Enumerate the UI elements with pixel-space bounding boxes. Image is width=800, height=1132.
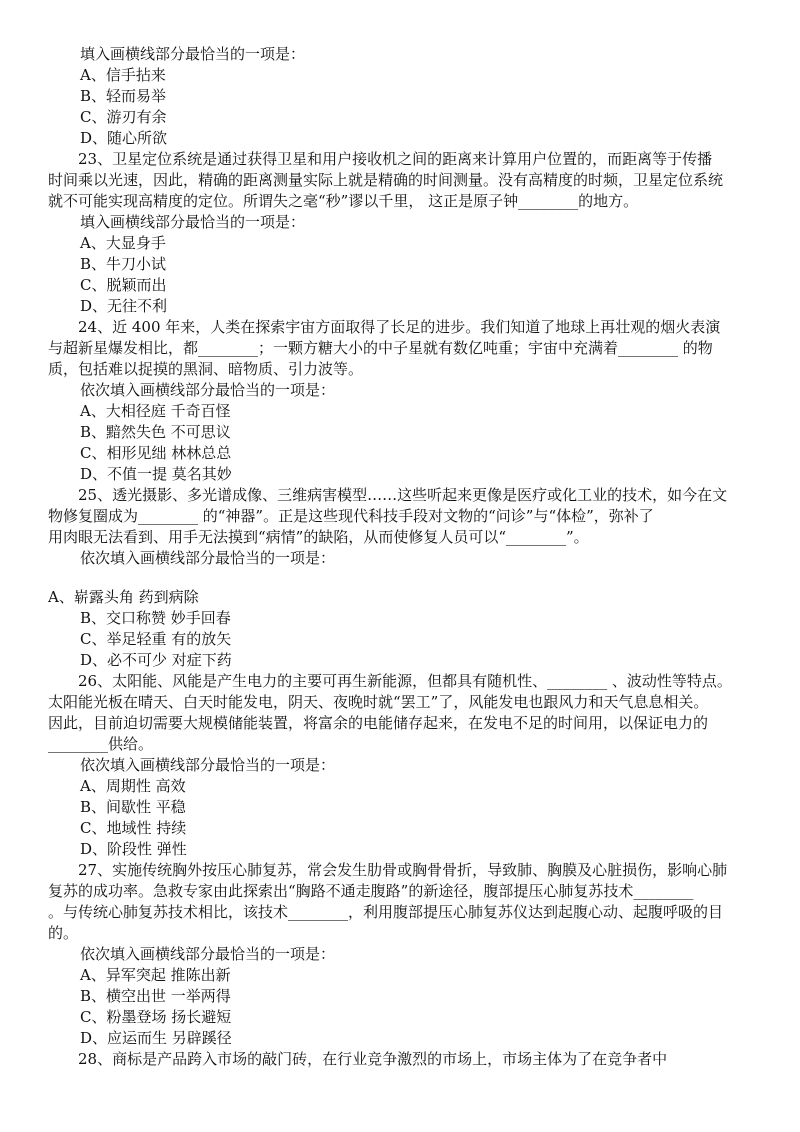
text-line: B、黯然失色 不可思议	[80, 423, 231, 441]
text-line: 因此，目前迫切需要大规模储能装置，将富余的电能储存起来，在发电不足的时间用，以保证电力的	[48, 714, 709, 732]
text-line: 与超新星爆发相比，都________；一颗方糖大小的中子星就有数亿吨重；宇宙中充满着________ 的物	[48, 339, 713, 357]
text-line: 24、近 400 年来，人类在探索宇宙方面取得了长足的进步。我们知道了地球上再壮观的烟火表演	[78, 318, 721, 336]
text-line: 填入画横线部分最恰当的一项是：	[80, 213, 306, 231]
text-line: 质，包括难以捉摸的黑洞、暗物质、引力波等。	[48, 360, 364, 378]
text-line: 。与传统心肺复苏技术相比，该技术________，利用腹部提压心肺复苏仪达到起腹心动、起腹呼吸的目	[48, 903, 724, 921]
text-line: A、崭露头角 药到病除	[48, 588, 199, 606]
text-line: 太阳能光板在晴天、白天时能发电，阴天、夜晚时就“罢工”了，风能发电也跟风力和天气息息相关。	[48, 693, 709, 711]
text-line: 依次填入画横线部分最恰当的一项是：	[80, 549, 336, 567]
text-line: B、交口称赞 妙手回春	[80, 609, 231, 627]
blank-line	[48, 569, 756, 587]
text-line: ________供给。	[48, 735, 154, 753]
text-line: C、举足轻重 有的放矢	[80, 630, 232, 648]
text-line: B、轻而易举	[80, 87, 167, 105]
text-line: A、大显身手	[80, 234, 166, 252]
text-line: 26、太阳能、风能是产生电力的主要可再生新能源，但都具有随机性、________ 、波动性等特点。	[78, 672, 732, 690]
text-line: 依次填入画横线部分最恰当的一项是：	[80, 756, 336, 774]
text-line: C、粉墨登场 扬长避短	[80, 1008, 232, 1026]
text-line: 时间乘以光速，因此，精确的距离测量实际上就是精确的时间测量。没有高精度的时频，卫星定位系统	[48, 171, 724, 189]
text-line: 28、商标是产品跨入市场的敲门砖，在行业竞争激烈的市场上，市场主体为了在竞争者中	[78, 1050, 668, 1068]
text-line: B、间歇性 平稳	[80, 798, 186, 816]
text-line: 复苏的成功率。急救专家由此探索出“胸路不通走腹路”的新途径，腹部提压心肺复苏技术________	[48, 882, 694, 900]
text-line: B、牛刀小试	[80, 255, 167, 273]
text-line: 23、卫星定位系统是通过获得卫星和用户接收机之间的距离来计算用户位置的，而距离等于传播	[78, 150, 713, 168]
text-line: D、随心所欲	[80, 129, 168, 147]
text-line: 的。	[48, 924, 79, 942]
text-line: 填入画横线部分最恰当的一项是：	[80, 45, 306, 63]
text-line: 依次填入画横线部分最恰当的一项是：	[80, 945, 336, 963]
text-line: C、相形见绌 林林总总	[80, 444, 232, 462]
text-line: 依次填入画横线部分最恰当的一项是：	[80, 381, 336, 399]
text-line: A、大相径庭 千奇百怪	[80, 402, 231, 420]
text-line: 就不可能实现高精度的定位。所谓失之毫“秒”谬以千里， 这正是原子钟________的地方。	[48, 192, 639, 210]
text-line: A、信手拈来	[80, 66, 166, 84]
text-line: C、地域性 持续	[80, 819, 187, 837]
text-line: D、应运而生 另辟蹊径	[80, 1029, 232, 1047]
text-line: 用肉眼无法看到、用手无法摸到“病情”的缺陷，从而使修复人员可以“________”。	[48, 528, 589, 546]
text-line: D、必不可少 对症下药	[80, 651, 232, 669]
text-line: 25、透光摄影、多光谱成像、三维病害模型……这些听起来更像是医疗或化工业的技术，如今在文	[78, 486, 728, 504]
text-line: C、脱颖而出	[80, 276, 167, 294]
text-line: D、阶段性 弹性	[80, 840, 187, 858]
text-line: A、周期性 高效	[80, 777, 186, 795]
text-line: 27、实施传统胸外按压心肺复苏，常会发生肋骨或胸骨骨折，导致肺、胸膜及心脏损伤，影响心肺	[78, 861, 728, 879]
text-line: D、无往不利	[80, 297, 168, 315]
text-line: D、不值一提 莫名其妙	[80, 465, 232, 483]
text-line: B、横空出世 一举两得	[80, 987, 231, 1005]
document-body	[48, 44, 756, 1070]
text-line: C、游刃有余	[80, 108, 167, 126]
text-line: 物修复圈成为________ 的“神器”。正是这些现代科技手段对文物的“问诊”与“体检”，弥补了	[48, 507, 654, 525]
text-line: A、异军突起 推陈出新	[80, 966, 231, 984]
